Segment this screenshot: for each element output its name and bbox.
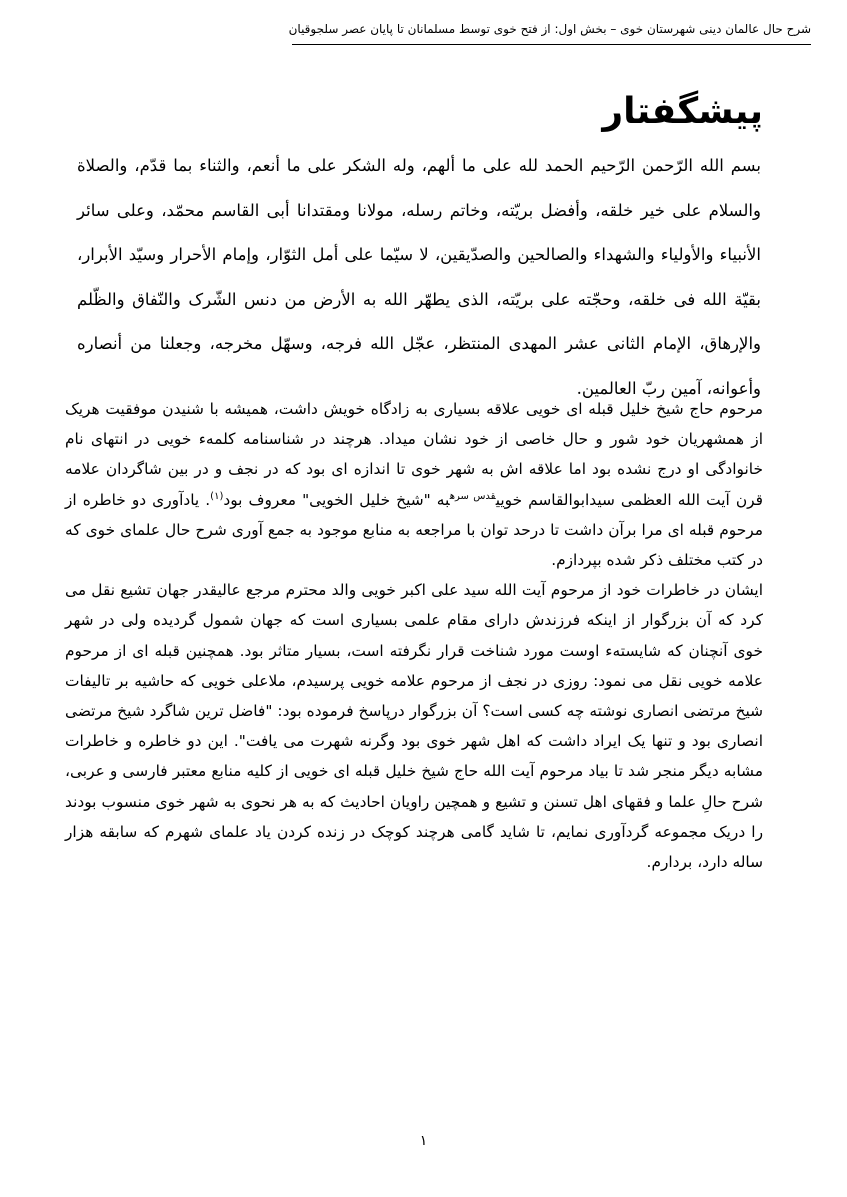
chapter-title: پیشگفتار <box>602 91 763 132</box>
paragraph-1-part-c: . یادآوری دو خاطره از مرحوم قبله ای مرا برآن داشت تا درحد توان با مراجعه به منابع موجود به جمع آوری شرح حال علمای خوی که در کتب مختلف ذکر شده بپردازم. <box>65 490 763 570</box>
running-header <box>36 18 811 44</box>
paragraph-1 <box>65 394 763 575</box>
header-rule <box>292 44 811 45</box>
page-number: ١ <box>419 1133 428 1149</box>
paragraph-1-part-b: به "شیخ خلیل الخویی" معروف بود <box>223 490 450 509</box>
running-header-title: شرح حال عالمان دینی شهرستان خوی – بخش اول: از فتح خوی توسط مسلمانان تا پایان عصر سلجوقیان <box>288 22 811 36</box>
paragraph-2: ایشان در خاطرات خود از مرحوم آیت الله سید علی اکبر خویی والد محترم مرجع عالیقدر جهان تشیع نقل می کرد که آن بزرگوار از اینکه فرزندش دارای مقام علمی بسیاری است که جهان شمول گردیده ولی در شهر خوی آنچنان که شایستهء اوست مورد شناخت قرار نگرفته است، بسیار متاثر بود. همچنین قبله ای از مرحوم علامه خویی نقل می نمود: روزی در نجف از مرحوم علامه خویی پرسیدم، ملاعلی خویی که حاشیه بر تالیفات شیخ مرتضی انصاری نوشته چه کسی است؟ آن بزرگوار درپاسخ فرموده بود: "فاضل ترین شاگرد شیخ مرتضی انصاری بود و تنها یک ایراد داشت که اهل شهر خوی بود وگرنه شهرت می یافت". این دو خاطره و خاطرات مشابه دیگر منجر شد تا بیاد مرحوم آیت الله حاج شیخ خلیل قبله ای خویی از کلیه منابع معتبر فارسی و عربی، شرح حالِ علما و فقهای اهل تسنن و تشیع و همچین راویان احادیث که به هر نحوی به شهر خوی منسوب بودند را دریک مجموعه گردآوری نمایم، تا شاید گامی هرچند کوچک در زنده کردن یاد علمای شهرم که سابقه هزار ساله دارد، بردارم. <box>65 581 763 872</box>
footnote-reference[interactable]: (١) <box>210 490 224 502</box>
paragraph-1-part-a: مرحوم حاج شیخ خلیل قبله ای خویی علاقه بسیاری به زادگاه خویش داشت، همیشه با شنیدن موفقیت هریک از همشهریان خود شور و حال خاصی از خود نشان میداد. هرچند در شناسنامه کلمهء خویی در انتهای نام خانوادگی او درج نشده بود اما علاقه اش به شهر خوی تا اندازه ای بود که در نجف و در بین شاگردان علامه قرن آیت الله العظمی سیدابوالقاسم خویی <box>65 400 763 509</box>
honorific-mark: قدس سره <box>449 490 496 502</box>
body-text <box>65 394 763 877</box>
arabic-invocation: بسم الله الرّحمن الرّحیم الحمد لله علی ما ألهم، وله الشکر علی ما أنعم، والثناء بما قدّم، والصلاة والسلام علی خیر خلقه، وأفضل بریّته، وخاتم رسله، مولانا ومقتدانا أبی القاسم محمّد، وعلی سائر الأنبیاء والأولیاء والشهداء والصالحین والصدّیقین، لا سیّما علی أمل الثوّار، وإمام الأحرار وسیّد الأبرار، بقیّة الله فی خلقه، وحجّته علی بریّته، الذی یطهّر الله به الأرض من دنس الشّرک والنّفاق والظّلم والإرهاق، الإمام الثانی عشر المهدی المنتظر، عجّل الله فرجه، وسهّل مخرجه، وجعلنا من أنصاره وأعوانه، آمین ربّ العالمین. <box>77 156 761 398</box>
